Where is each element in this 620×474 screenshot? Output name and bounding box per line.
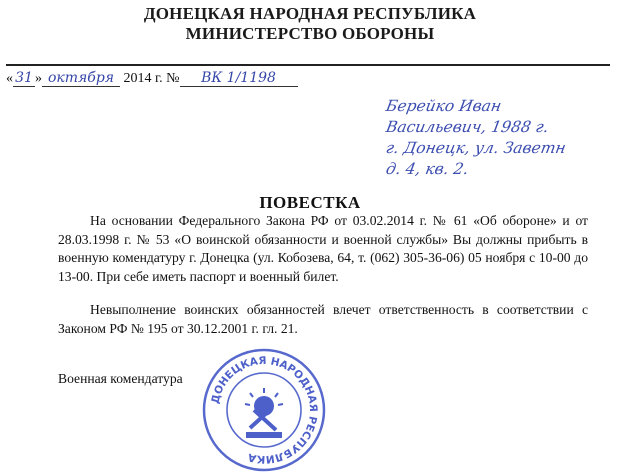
addressee-line: д. 4, кв. 2. [384,160,471,178]
header-divider [6,64,610,66]
quote-open: « [6,71,13,86]
stamp-ring-text: ДОНЕЦКАЯ НАРОДНАЯ РЕСПУБЛИКА [209,354,320,466]
document-title: ПОВЕСТКА [259,193,361,212]
summons-body: На основании Федерального Закона РФ от 03.02.2014 г. № 61 «Об обороне» и от 28.03.1998 г. № 53 «О воинской обязанности и военной службы» Вы должны прибыть в военную комендатуру г. Донецка (ул. Кобозева, 64, т. (062) 305-36-06) 05 ноября с 10-00 до 13-00. При себе иметь паспорт и военный билет. [58,213,588,284]
date-day-field: 31 [13,70,35,87]
official-stamp [200,346,328,474]
liability-notice: Невыполнение воинских обязанностей влечет ответственность в соответствии с Законом РФ № 195 от 30.12.2001 г. гл. 21. [58,302,588,336]
addressee-block [386,96,616,180]
stamp-emblem-icon [245,388,283,438]
addressee-line: г. Донецк, ул. Заветн [384,139,568,157]
date-month-field: октября [42,70,120,87]
quote-close: » [35,71,42,86]
document-number-field: ВК 1/1198 [180,70,298,87]
signature-label: Военная комендатура [58,371,183,386]
header-ministry: МИНИСТЕРСТВО ОБОРОНЫ [185,24,435,43]
document-date-number [6,70,298,87]
addressee-line: Берейко Иван [384,97,503,115]
addressee-line: Васильевич, 1988 г. [384,118,551,136]
date-year-text: 2014 г. № [120,71,180,86]
header-republic: ДОНЕЦКАЯ НАРОДНАЯ РЕСПУБЛИКА [143,4,477,23]
